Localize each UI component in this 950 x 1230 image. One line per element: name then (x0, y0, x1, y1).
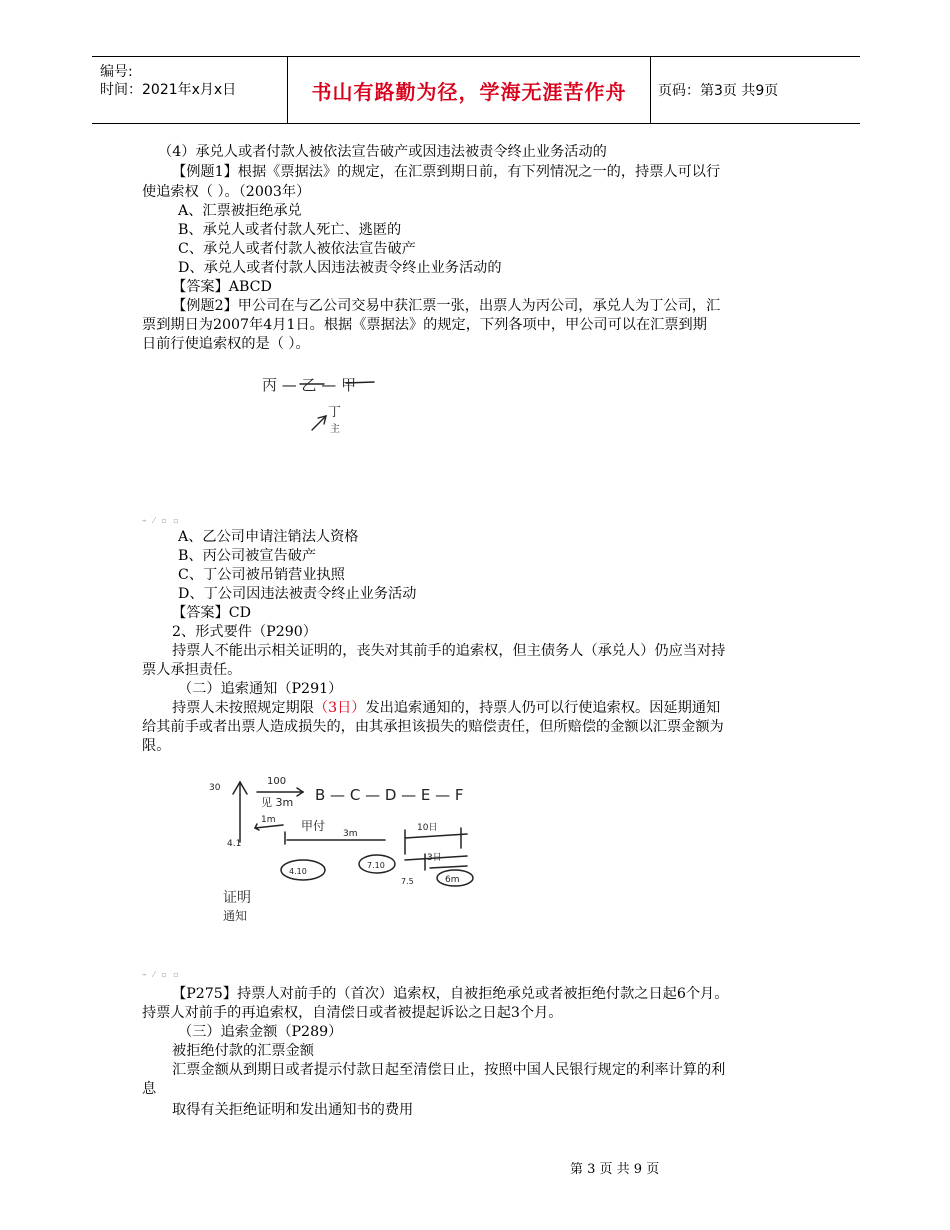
header-meta (92, 57, 287, 123)
page-header (92, 56, 860, 124)
answer-2: 【答案】CD (172, 605, 251, 621)
text-line: 票人承担责任。 (142, 662, 242, 678)
option-a: A、汇票被拒绝承兑 (178, 203, 302, 219)
label-100: 100 (267, 776, 287, 787)
text-line: 息 (142, 1081, 157, 1097)
text-line: （4）承兑人或者付款人被依法宣告破产或因违法被责令终止业务活动的 (158, 144, 607, 160)
section-heading: （二）追索通知（P291） (178, 681, 343, 697)
label-4-10: 4.10 (289, 867, 307, 876)
text-line (172, 698, 720, 718)
label-30: 30 (209, 783, 221, 793)
answer-1: 【答案】ABCD (172, 279, 272, 295)
text-line: 取得有关拒绝证明和发出通知书的费用 (172, 1102, 414, 1118)
label-7-10: 7.10 (367, 861, 385, 870)
text-segment: 持票人未按照规定期限 (172, 700, 314, 716)
text-line: 【P275】持票人对前手的（首次）追索权，自被拒绝承兑或者被拒绝付款之日起6个月。 (172, 986, 729, 1002)
sketch-label-ding: 丁 (328, 405, 342, 420)
label-jian-3m: 见 3m (261, 796, 294, 809)
label-10d: 10日 (417, 823, 438, 833)
text-line: 限。 (142, 738, 171, 754)
highlight-deadline: （3日） (313, 700, 366, 716)
sketch-chain-text: 丙 — 乙 — 甲 (262, 376, 357, 394)
option-b: B、丙公司被宣告破产 (178, 548, 317, 564)
text-line: 票到期日为2007年4月1日。根据《票据法》的规定，下列各项中，甲公司可以在汇票到期 (142, 317, 707, 333)
text-line: 使追索权（ ）。（2003年） (142, 184, 311, 200)
scan-artifact: ⌁ ⁄ ▫ ▫ (142, 516, 181, 525)
option-b: B、承兑人或者付款人死亡、逃匿的 (178, 222, 402, 238)
label-jiafu: 甲付 (301, 819, 326, 833)
label-3d: 3日 (427, 853, 442, 863)
text-segment: 发出追索通知的，持票人仍可以行使追索权。因延期通知 (365, 700, 721, 716)
text-line: 持票人不能出示相关证明的，丧失对其前手的追索权，但主债务人（承兑人）仍应当对持 (172, 643, 726, 659)
example-1-question: 【例题1】根据《票据法》的规定，在汇票到期日前，有下列情况之一的，持票人可以行 (172, 164, 721, 180)
header-motto: 书山有路勤为径，学海无涯苦作舟 (287, 57, 651, 123)
handwritten-sketch-1 (250, 368, 430, 448)
header-page-label: 页码：第3页 共9页 (658, 83, 779, 99)
label-4-1: 4.1 (227, 839, 242, 849)
text-line: 给其前手或者出票人造成损失的，由其承担该损失的赔偿责任，但所赔偿的金额以汇票金额为 (142, 719, 724, 735)
sketch-label-zhu: 主 (330, 424, 340, 435)
option-d: D、承兑人或者付款人因违法被责令终止业务活动的 (178, 260, 502, 276)
scan-artifact: ⌁ ⁄ ▫ ▫ (142, 970, 181, 979)
text-line: 汇票金额从到期日或者提示付款日起至清偿日止，按照中国人民银行规定的利率计算的利 (172, 1062, 726, 1078)
label-notice: 通知 (223, 909, 248, 923)
label-3m: 3m (343, 829, 358, 839)
label-1m: 1m (261, 815, 276, 825)
label-7-5: 7.5 (401, 877, 414, 886)
text-line: 被拒绝付款的汇票金额 (172, 1043, 314, 1059)
handwritten-sketch-2 (205, 770, 565, 930)
section-heading: 2、形式要件（P290） (172, 624, 317, 640)
page-footer: 第 3 页 共 9 页 (570, 1162, 660, 1177)
label-proof: 证明 (223, 890, 251, 906)
serial-label: 编号: (100, 64, 133, 80)
example-2-question: 【例题2】甲公司在与乙公司交易中获汇票一张，出票人为丙公司，承兑人为丁公司，汇 (172, 298, 721, 314)
option-d: D、丁公司因违法被责令终止业务活动 (178, 586, 417, 602)
chain-text: B — C — D — E — F (315, 786, 464, 804)
label-6m: 6m (445, 875, 460, 885)
section-heading: （三）追索金额（P289） (178, 1024, 343, 1040)
option-c: C、承兑人或者付款人被依法宣告破产 (178, 241, 416, 257)
option-c: C、丁公司被吊销营业执照 (178, 567, 345, 583)
text-line: 日前行使追索权的是（ ）。 (142, 336, 310, 352)
option-a: A、乙公司申请注销法人资格 (178, 529, 359, 545)
text-line: 持票人对前手的再追索权，自清偿日或者被提起诉讼之日起3个月。 (142, 1005, 563, 1021)
date-label: 时间：2021年x月x日 (100, 82, 237, 98)
